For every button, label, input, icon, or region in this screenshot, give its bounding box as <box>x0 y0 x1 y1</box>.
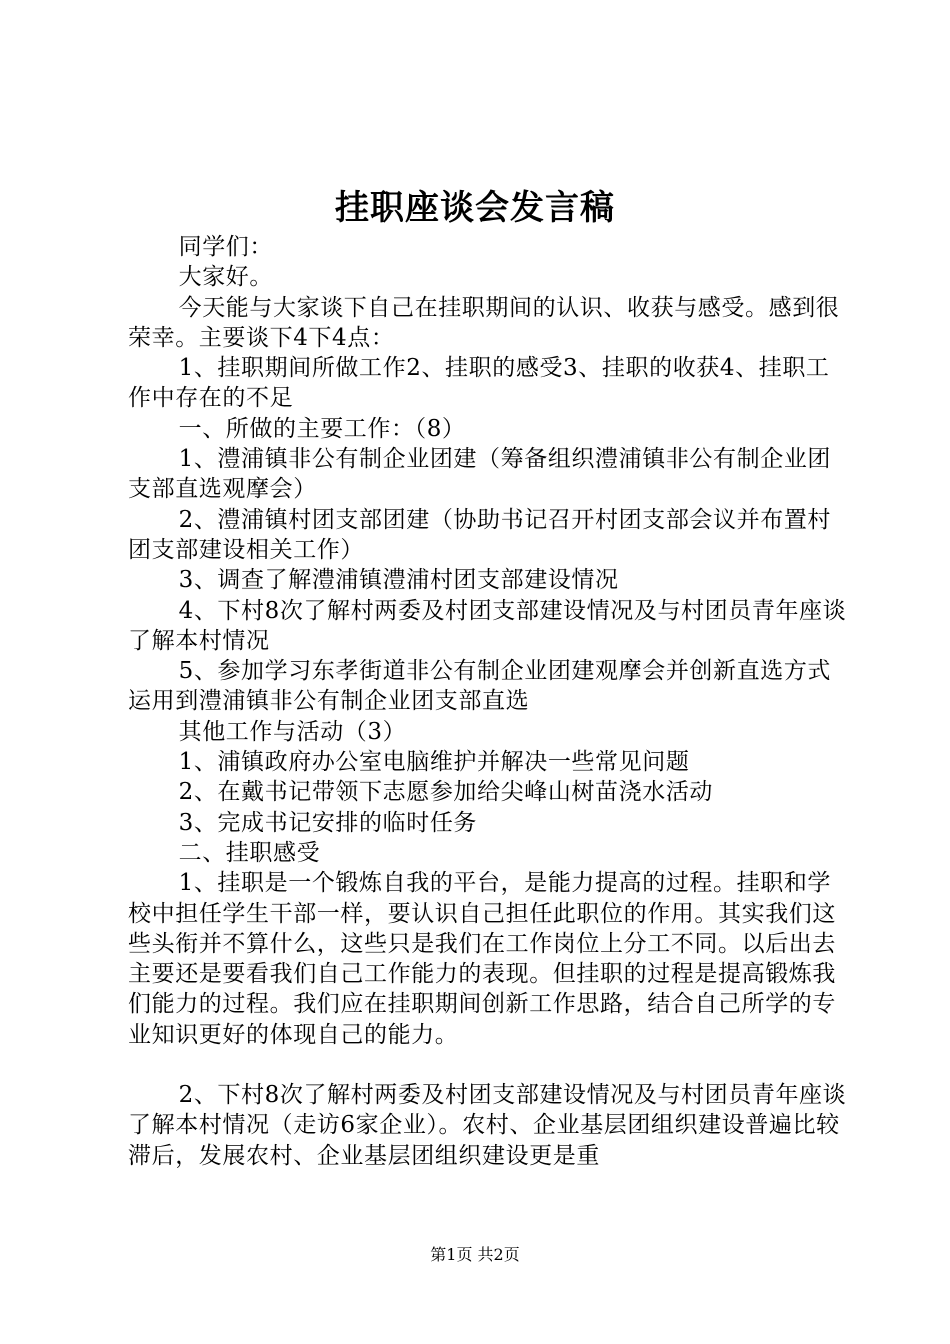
paragraph: 3、完成书记安排的临时任务 <box>178 809 478 836</box>
paragraph: 5、参加学习东孝街道非公有制企业团建观摩会并创新直选方式运用到澧浦镇非公有制企业团支部直选 <box>128 658 832 715</box>
paragraph: 1、澧浦镇非公有制企业团建（筹备组织澧浦镇非公有制企业团支部直选观摩会） <box>128 446 832 503</box>
page-number: 第1页 共2页 <box>430 1245 520 1264</box>
section-heading: 一、所做的主要工作：（8） <box>178 415 466 442</box>
section-heading: 二、挂职感受 <box>178 839 321 866</box>
section-heading: 其他工作与活动（3） <box>178 718 407 745</box>
paragraph: 1、挂职是一个锻炼自我的平台，是能力提高的过程。挂职和学校中担任学生干部一样，要认识自己担任此职位的作用。其实我们这些头衔并不算什么，这些只是我们在工作岗位上分工不同。以后出去主要还是要看我们自己工作能力的表现。但挂职的过程是提高锻炼我们能力的过程。我们应在挂职期间创新工作思路，结合自己所学的专业知识更好的体现自己的能力。 <box>128 870 836 1048</box>
paragraph: 大家好。 <box>178 264 273 291</box>
paragraph: 2、下村8次了解村两委及村团支部建设情况及与村团员青年座谈了解本村情况（走访6家企业）。农村、企业基层团组织建设普遍比较滞后，发展农村、企业基层团组织建设更是重 <box>128 1082 847 1169</box>
document-title: 挂职座谈会发言稿 <box>335 188 615 228</box>
paragraph: 2、在戴书记带领下志愿参加给尖峰山树苗浇水活动 <box>178 779 714 806</box>
paragraph: 同学们： <box>178 234 273 260</box>
paragraph: 2、澧浦镇村团支部团建（协助书记召开村团支部会议并布置村团支部建设相关工作） <box>128 506 832 563</box>
paragraph: 今天能与大家谈下自己在挂职期间的认识、收获与感受。感到很荣幸。主要谈下4下4点： <box>128 294 840 351</box>
paragraph: 3、调查了解澧浦镇澧浦村团支部建设情况 <box>178 567 619 594</box>
document-body <box>128 232 850 1171</box>
paragraph: 1、挂职期间所做工作2、挂职的感受3、挂职的收获4、挂职工作中存在的不足 <box>128 355 830 412</box>
paragraph: 1、浦镇政府办公室电脑维护并解决一些常见问题 <box>178 749 690 776</box>
paragraph: 4、下村8次了解村两委及村团支部建设情况及与村团员青年座谈了解本村情况 <box>128 597 847 654</box>
